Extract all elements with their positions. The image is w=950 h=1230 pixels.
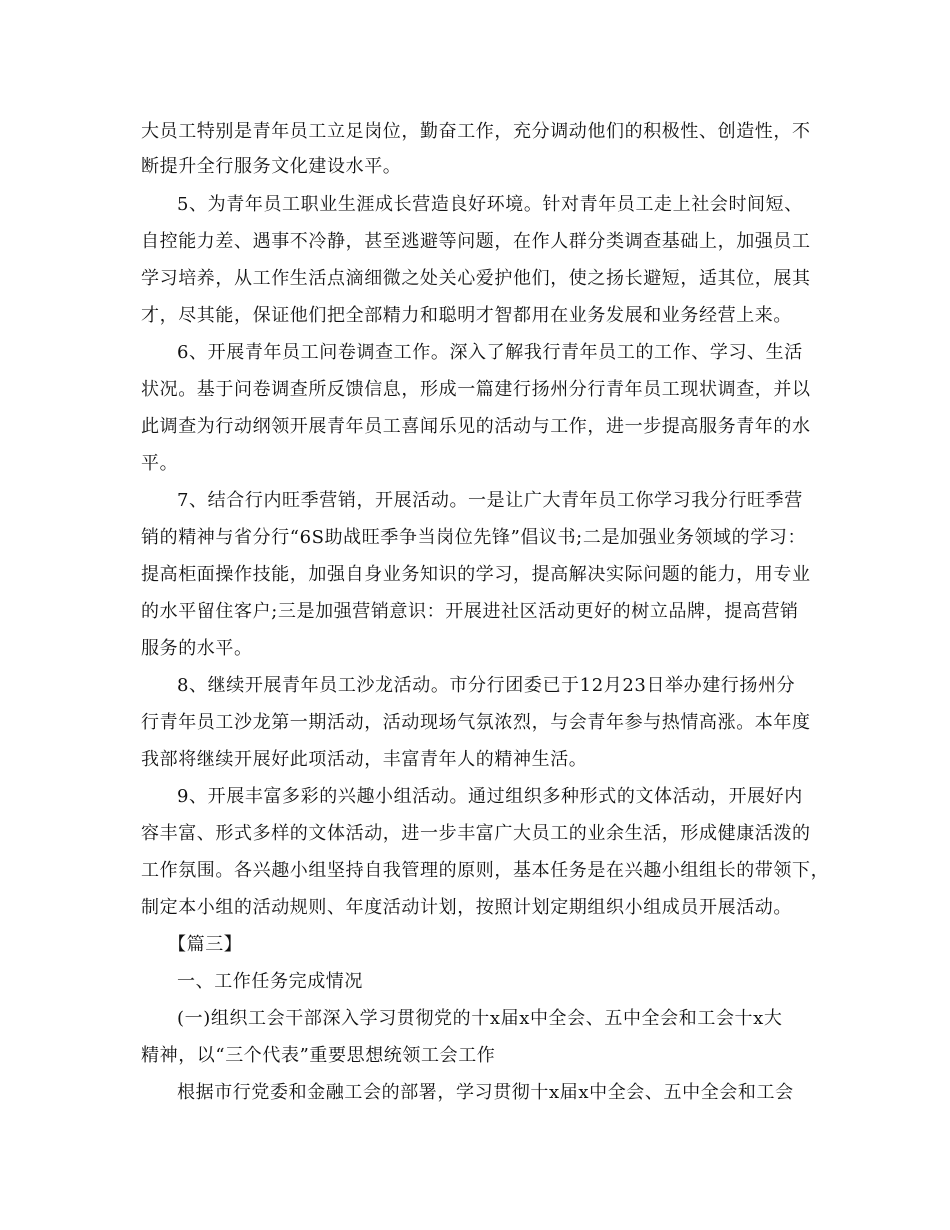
paragraph-line: 此调查为行动纲领开展青年员工喜闻乐见的活动与工作，进一步提高服务青年的水 [141,416,811,437]
paragraph-line: 学习培养，从工作生活点滴细微之处关心爱护他们，使之扬长避短，适其位，展其 [141,268,811,289]
section-heading: 【篇三】 [168,934,243,955]
paragraph-line: 工作氛围。各兴趣小组坚持自我管理的原则，基本任务是在兴趣小组组长的带领下， [141,860,830,881]
paragraph-line: (一)组织工会干部深入学习贯彻党的十x届x中全会、五中全会和工会十x大 [177,1008,783,1029]
paragraph-line: 容丰富、形式多样的文体活动，进一步丰富广大员工的业余生活，形成健康活泼的 [141,823,811,844]
paragraph-line: 大员工特别是青年员工立足岗位，勤奋工作，充分调动他们的积极性、创造性，不 [141,121,811,142]
paragraph-line: 状况。基于问卷调查所反馈信息，形成一篇建行扬州分行青年员工现状调查，并以 [141,379,811,400]
paragraph-line: 销的精神与省分行“6S助战旺季争当岗位先锋”倡议书;二是加强业务领域的学习： [141,527,807,548]
subsection-heading: 一、工作任务完成情况 [177,971,363,992]
paragraph-line: 精神，以“三个代表”重要思想统领工会工作 [141,1045,496,1066]
paragraph-line: 我部将继续开展好此项活动，丰富青年人的精神生活。 [141,749,588,770]
paragraph-line: 6、开展青年员工问卷调查工作。深入了解我行青年员工的工作、学习、生活 [177,342,803,363]
paragraph-line: 7、结合行内旺季营销，开展活动。一是让广大青年员工你学习我分行旺季营 [177,490,803,511]
paragraph-line: 自控能力差、遇事不冷静，甚至逃避等问题，在作人群分类调查基础上，加强员工 [141,231,811,252]
paragraph-line: 行青年员工沙龙第一期活动，活动现场气氛浓烈，与会青年参与热情高涨。本年度 [141,712,811,733]
paragraph-line: 提高柜面操作技能，加强自身业务知识的学习，提高解决实际问题的能力，用专业 [141,564,811,585]
paragraph-line: 5、为青年员工职业生涯成长营造良好环境。针对青年员工走上社会时间短、 [177,194,803,215]
paragraph-line: 根据市行党委和金融工会的部署，学习贯彻十x届x中全会、五中全会和工会 [177,1082,794,1103]
paragraph-line: 制定本小组的活动规则、年度活动计划，按照计划定期组织小组成员开展活动。 [141,897,792,918]
paragraph-line: 断提升全行服务文化建设水平。 [141,156,402,177]
paragraph-line: 9、开展丰富多彩的兴趣小组活动。通过组织多种形式的文体活动，开展好内 [177,786,803,807]
paragraph-line: 服务的水平。 [141,638,253,659]
paragraph-line: 的水平留住客户;三是加强营销意识：开展进社区活动更好的树立品牌，提高营销 [141,601,799,622]
paragraph-line: 平。 [141,453,179,474]
paragraph-line: 才，尽其能，保证他们把全部精力和聪明才智都用在业务发展和业务经营上来。 [141,305,792,326]
paragraph-line: 8、继续开展青年员工沙龙活动。市分行团委已于12月23日举办建行扬州分 [177,675,796,696]
